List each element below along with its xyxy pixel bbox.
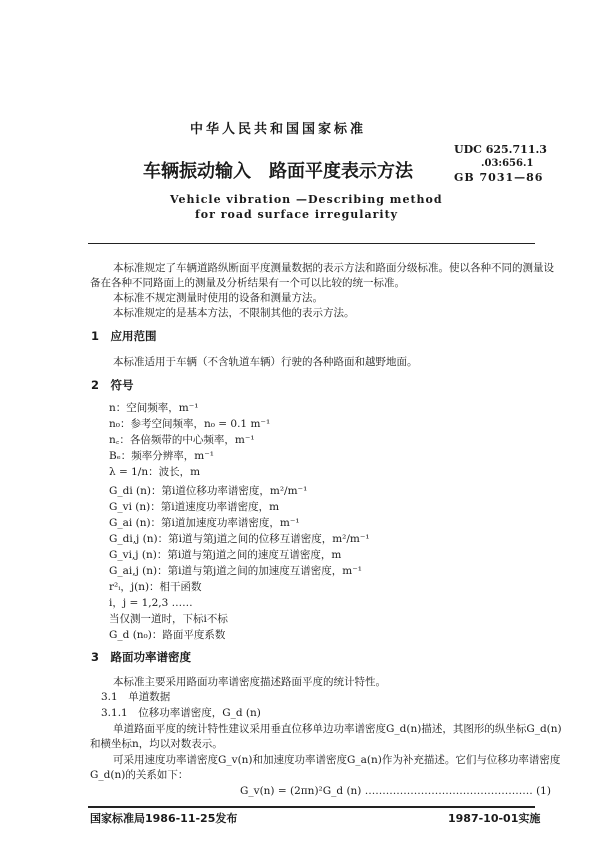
udc-code: UDC 625.711.3 (454, 143, 547, 156)
symbol-item: n：空间频率，m⁻¹ (109, 402, 199, 414)
symbol-item: Bₑ：频率分辨率，m⁻¹ (109, 450, 214, 462)
effective-date: 1987-10-01实施 (448, 812, 541, 825)
symbol-item: G_vi,j (n)：第i道与第j道之间的速度互谱密度，m (109, 549, 342, 561)
subsection-heading: 3.1.1 位移功率谱密度，G_d (n) (101, 707, 261, 719)
symbol-item: n₀：参考空间频率，n₀ = 0.1 m⁻¹ (109, 418, 271, 430)
symbol-item: λ = 1/n：波长，m (109, 466, 201, 478)
intro-paragraph-cont: 备在各种不同路面上的测量及分析结果有一个可以比较的统一标准。 (90, 277, 405, 289)
section-body: 本标准适用于车辆（不含轨道车辆）行驶的各种路面和越野地面。 (113, 356, 418, 368)
header-rule (88, 243, 535, 244)
symbol-item: G_ai,j (n)：第i道与第j道之间的加速度互谱密度，m⁻¹ (109, 565, 362, 577)
symbol-item: G_vi (n)：第i道速度功率谱密度，m (109, 501, 280, 513)
symbol-item: n꜀：各倍频带的中心频率，m⁻¹ (109, 434, 255, 446)
section-body: 单道路面平度的统计特性建议采用垂直位移单边功率谱密度G_d(n)描述，其图形的纵坐标G_d(n) (113, 723, 562, 735)
section-heading: 2 符号 (91, 378, 134, 392)
section-body: 本标准主要采用路面功率谱密度描述路面平度的统计特性。 (113, 676, 386, 688)
section-body: 可采用速度功率谱密度G_v(n)和加速度功率谱密度G_a(n)作为补充描述。它们与位移功率谱密度 (113, 754, 561, 766)
symbol-item: G_d (n₀)：路面平度系数 (109, 629, 226, 641)
document-title: 车辆振动输入 路面平度表示方法 (143, 161, 413, 182)
udc-code-cont: .03:656.1 (481, 158, 534, 169)
intro-paragraph: 本标准规定了车辆道路纵断面平度测量数据的表示方法和路面分级标准。使以各种不同的测量设 (113, 262, 554, 274)
intro-paragraph: 本标准不规定测量时使用的设备和测量方法。 (113, 292, 323, 304)
section-body-cont: G_d(n)的关系如下： (90, 769, 189, 781)
section-body-cont: 和横坐标n，均以对数表示。 (90, 738, 223, 750)
symbol-item: G_ai (n)：第i道加速度功率谱密度，m⁻¹ (109, 517, 300, 529)
gb-number: GB 7031—86 (454, 171, 544, 184)
symbol-item: 当仅测一道时，下标i不标 (109, 613, 228, 625)
english-title-line1: Vehicle vibration —Describing method (170, 193, 443, 206)
english-title-line2: for road surface irregularity (195, 208, 399, 221)
symbol-item: i，j = 1,2,3 …… (109, 597, 193, 609)
issue-date: 国家标准局1986-11-25发布 (90, 812, 238, 825)
section-heading: 3 路面功率谱密度 (91, 650, 192, 664)
national-standard-label: 中华人民共和国国家标准 (190, 122, 367, 137)
equation-1: G_v(n) = (2πn)²G_d (n) ………………………………………… (1) (240, 785, 551, 797)
section-heading: 1 应用范围 (91, 329, 157, 343)
intro-paragraph: 本标准规定的是基本方法，不限制其他的表示方法。 (113, 307, 355, 319)
footer-rule (88, 806, 535, 808)
symbol-item: G_di (n)：第i道位移功率谱密度，m²/m⁻¹ (109, 485, 308, 497)
subsection-heading: 3.1 单道数据 (101, 691, 171, 703)
symbol-item: G_di,j (n)：第i道与第j道之间的位移互谱密度，m²/m⁻¹ (109, 533, 370, 545)
symbol-item: r²ᵢ，j(n)：相干函数 (109, 581, 202, 593)
